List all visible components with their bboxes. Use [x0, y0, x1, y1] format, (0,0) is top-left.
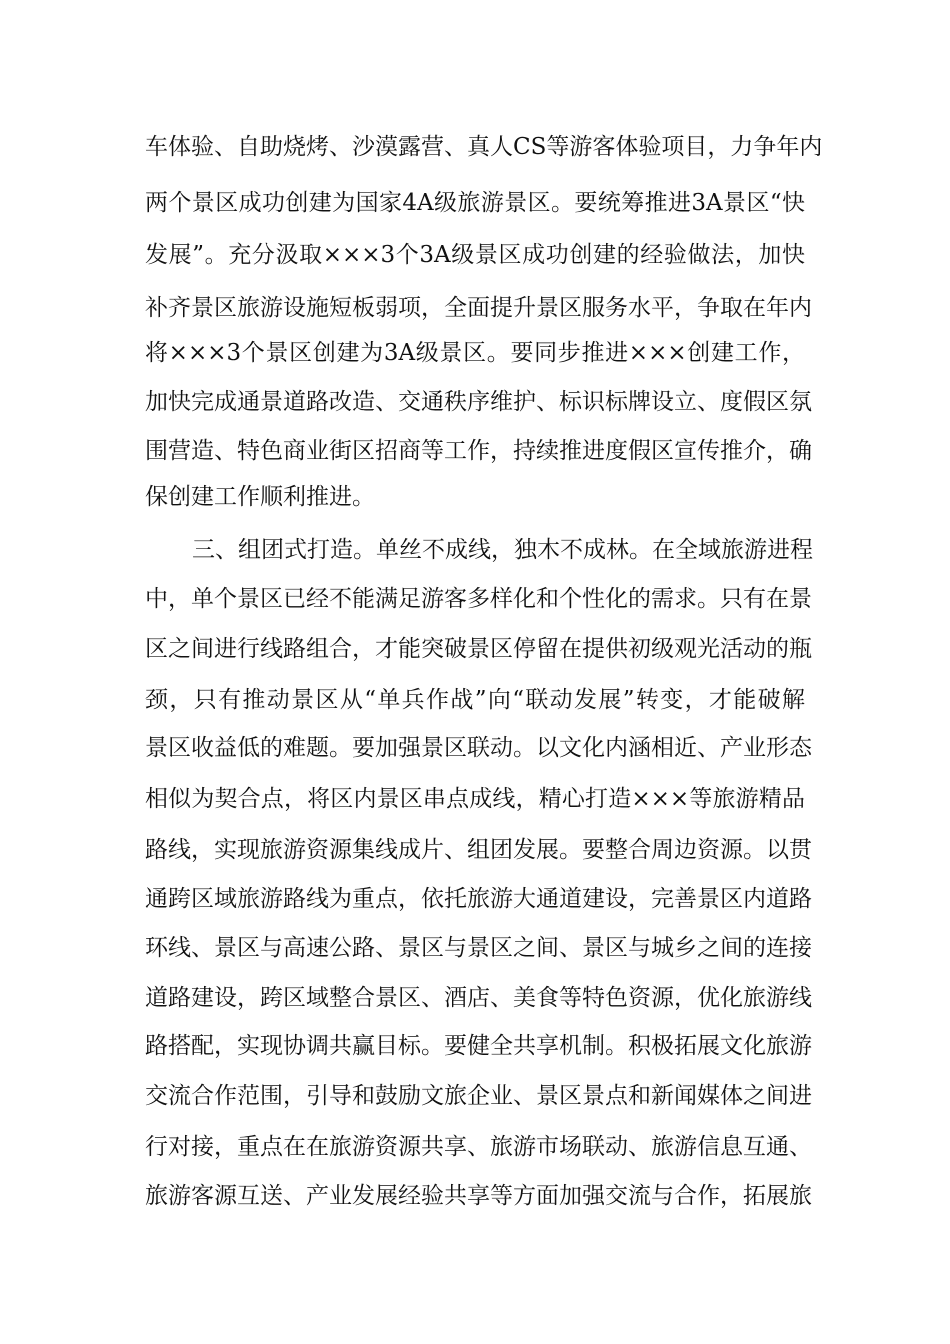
paragraph-line: 区之间进行线路组合，才能突破景区停留在提供初级观光活动的瓶: [145, 636, 812, 662]
paragraph-line: 路搭配，实现协调共赢目标。要健全共享机制。积极拓展文化旅游: [145, 1033, 812, 1059]
paragraph-line: 两个景区成功创建为国家4A级旅游景区。要统筹推进3A景区“快: [145, 190, 805, 216]
paragraph-line: 保创建工作顺利推进。: [145, 484, 375, 510]
section-heading-line: 三、组团式打造。单丝不成线，独木不成林。在全域旅游进程: [192, 537, 813, 563]
paragraph-line: 围营造、特色商业街区招商等工作，持续推进度假区宣传推介，确: [145, 438, 812, 464]
paragraph-line: 道路建设，跨区域整合景区、酒店、美食等特色资源，优化旅游线: [145, 985, 812, 1011]
paragraph-line: 行对接，重点在在旅游资源共享、旅游市场联动、旅游信息互通、: [145, 1134, 812, 1160]
paragraph-line: 通跨区域旅游路线为重点，依托旅游大通道建设，完善景区内道路: [145, 886, 812, 912]
paragraph-line: 颈，只有推动景区从“单兵作战”向“联动发展”转变，才能破解: [145, 687, 805, 713]
paragraph-line: 中，单个景区已经不能满足游客多样化和个性化的需求。只有在景: [145, 586, 812, 612]
paragraph-line: 补齐景区旅游设施短板弱项，全面提升景区服务水平，争取在年内: [145, 295, 812, 321]
paragraph-line: 将×××3个景区创建为3A级景区。要同步推进×××创建工作，: [145, 340, 805, 366]
paragraph-line: 环线、景区与高速公路、景区与景区之间、景区与城乡之间的连接: [145, 935, 812, 961]
paragraph-line: 车体验、自助烧烤、沙漠露营、真人CS等游客体验项目，力争年内: [145, 134, 823, 160]
paragraph-line: 路线，实现旅游资源集线成片、组团发展。要整合周边资源。以贯: [145, 837, 812, 863]
paragraph-line: 发展”。充分汲取×××3个3A级景区成功创建的经验做法，加快: [145, 242, 805, 268]
paragraph-line: 相似为契合点，将区内景区串点成线，精心打造×××等旅游精品: [145, 786, 805, 812]
paragraph-line: 景区收益低的难题。要加强景区联动。以文化内涵相近、产业形态: [145, 735, 812, 761]
paragraph-line: 加快完成通景道路改造、交通秩序维护、标识标牌设立、度假区氛: [145, 389, 812, 415]
paragraph-line: 旅游客源互送、产业发展经验共享等方面加强交流与合作，拓展旅: [145, 1183, 812, 1209]
paragraph-line: 交流合作范围，引导和鼓励文旅企业、景区景点和新闻媒体之间进: [145, 1083, 812, 1109]
